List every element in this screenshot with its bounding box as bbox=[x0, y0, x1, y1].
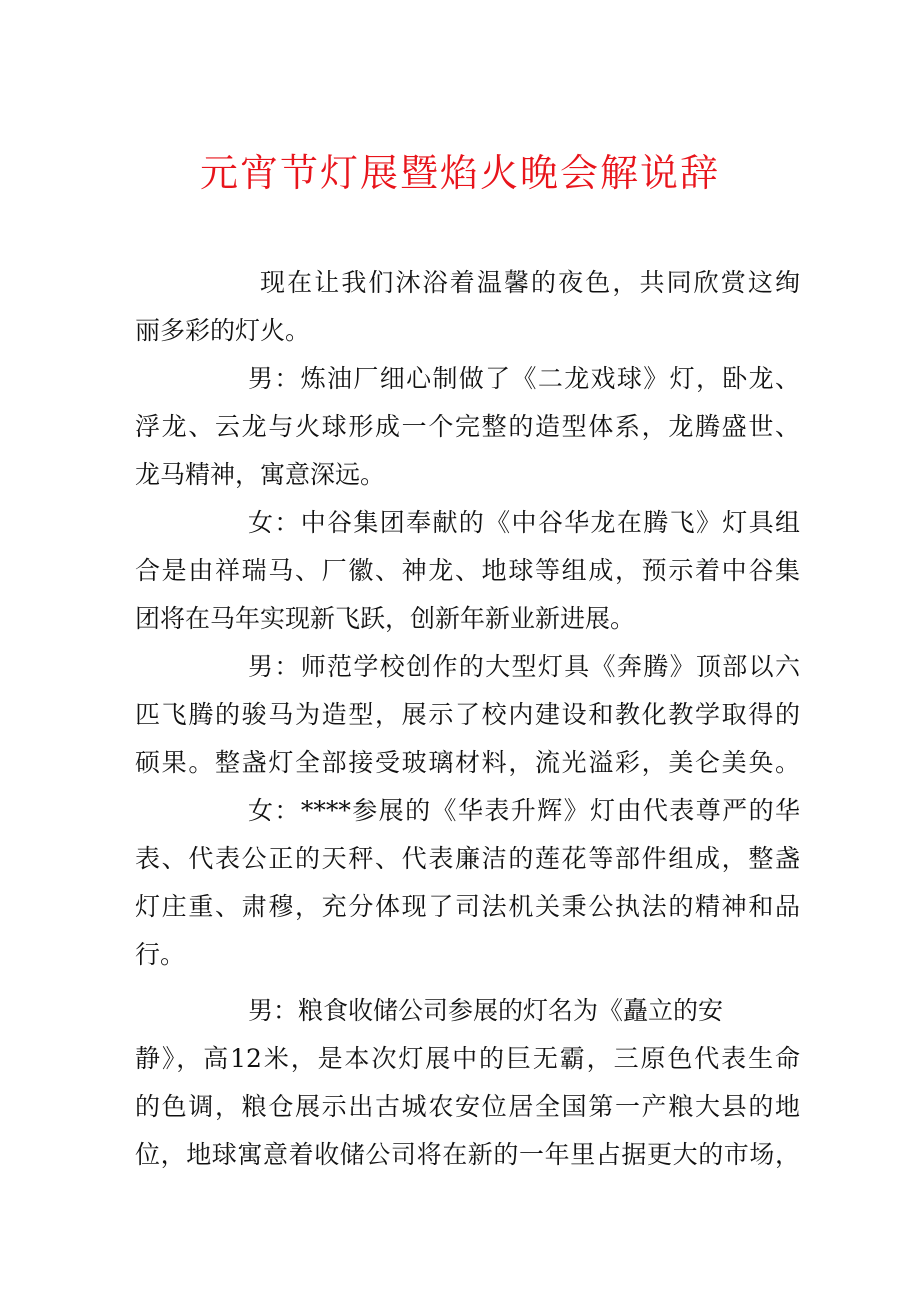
document-body bbox=[135, 259, 800, 1179]
text-line: 合是由祥瑞马、厂徽、神龙、地球等组成，预示着中谷集 bbox=[135, 556, 800, 585]
text-line: 女：****参展的《华表升辉》灯由代表尊严的华 bbox=[248, 796, 800, 825]
paragraph-normal-school-lantern bbox=[135, 643, 800, 787]
text-line: 男：炼油厂细心制做了《二龙戏球》灯，卧龙、 bbox=[248, 364, 800, 393]
text-line: 行。 bbox=[135, 940, 186, 969]
text-line: 匹飞腾的骏马为造型，展示了校内建设和教化教学取得的 bbox=[135, 700, 800, 729]
paragraph-huabiao-lantern bbox=[135, 787, 800, 979]
paragraph-zhonggu-lantern bbox=[135, 499, 800, 643]
text-line: 男：粮食收储公司参展的灯名为《矗立的安 bbox=[248, 996, 724, 1025]
text-line: 的色调，粮仓展示出古城农安位居全国第一产粮大县的地 bbox=[135, 1092, 800, 1121]
text-line: 灯庄重、肃穆，充分体现了司法机关秉公执法的精神和品 bbox=[135, 892, 800, 921]
text-line: 静》，高12米，是本次灯展中的巨无霸，三原色代表生命 bbox=[135, 1044, 800, 1073]
text-line: 现在让我们沐浴着温馨的夜色，共同欣赏这绚 bbox=[260, 268, 800, 297]
document-title: 元宵节灯展暨焰火晚会解说辞 bbox=[199, 151, 720, 195]
text-line: 女：中谷集团奉献的《中谷华龙在腾飞》灯具组 bbox=[248, 508, 800, 537]
text-line: 浮龙、云龙与火球形成一个完整的造型体系，龙腾盛世、 bbox=[135, 412, 800, 441]
text-line: 丽多彩的灯火。 bbox=[135, 316, 311, 345]
paragraph-refinery-lantern bbox=[135, 355, 800, 499]
text-line: 表、代表公正的天秤、代表廉洁的莲花等部件组成，整盏 bbox=[135, 844, 800, 873]
paragraph-grain-lantern bbox=[135, 987, 800, 1179]
text-line: 位，地球寓意着收储公司将在新的一年里占据更大的市场， bbox=[135, 1140, 800, 1169]
text-line: 团将在马年实现新飞跃，创新年新业新进展。 bbox=[135, 604, 636, 633]
text-line: 龙马精神，寓意深远。 bbox=[135, 460, 386, 489]
paragraph-intro bbox=[135, 259, 800, 355]
text-line: 男：师范学校创作的大型灯具《奔腾》顶部以六 bbox=[248, 652, 800, 681]
text-line: 硕果。整盏灯全部接受玻璃材料，流光溢彩，美仑美奂。 bbox=[135, 748, 800, 777]
